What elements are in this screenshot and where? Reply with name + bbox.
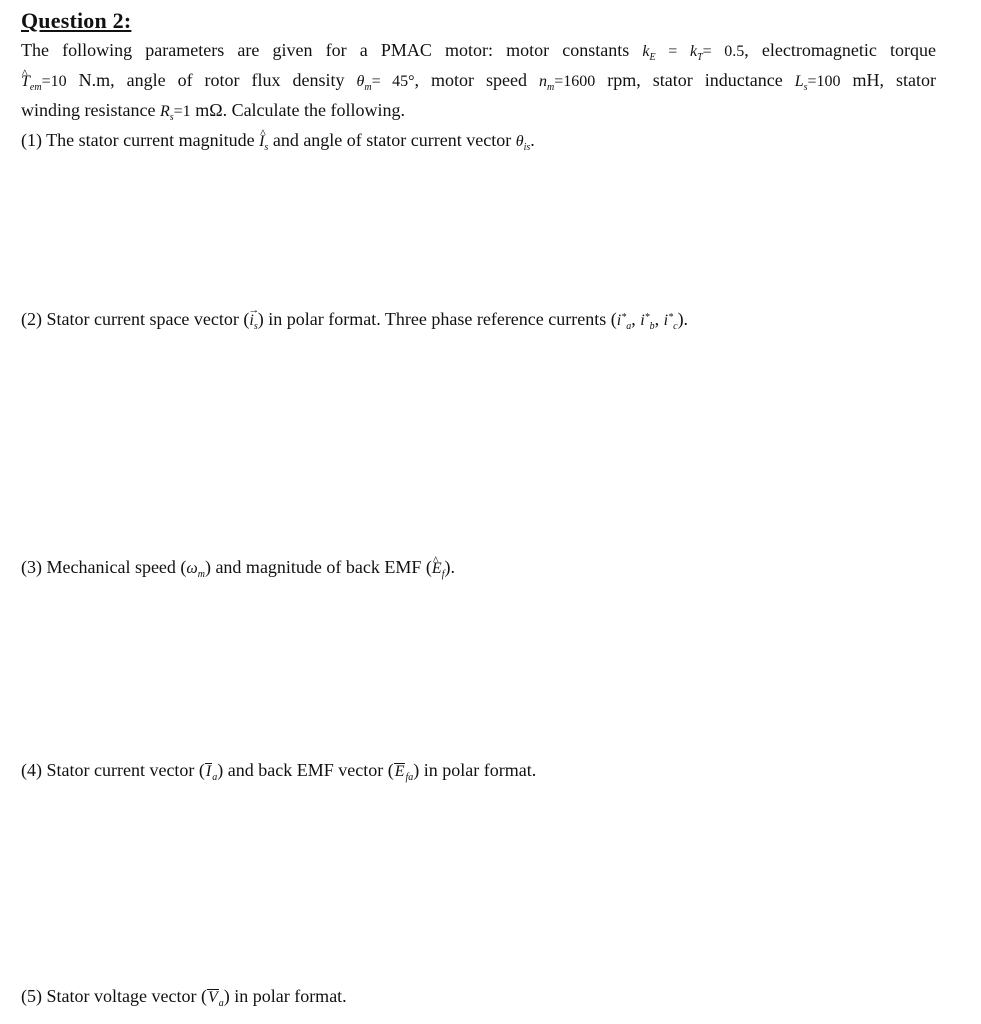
part-3 <box>21 556 455 586</box>
intro-line1-prefix: The following parameters are given for a PMAC motor: motor constants <box>21 40 643 60</box>
ia-vector-symbol: $I_a$ <box>205 763 218 783</box>
ia-ref-symbol: $i^*_a$ <box>616 312 632 332</box>
part-1 <box>21 129 535 159</box>
intro-line-1: The following parameters are given for a PMAC motor: motor constants $k_E = k_T= 0.5$, electromagnetic torque <box>21 40 936 63</box>
ic-ref-symbol: $i^*_c$ <box>663 312 678 332</box>
theta-m-symbol: $\theta_m$ <box>356 73 372 93</box>
part-1-text-b: and angle of stator current vector <box>268 130 516 150</box>
ls-unit: mH, stator <box>840 70 937 90</box>
part-1-text-a: (1) The stator current magnitude <box>21 130 260 150</box>
nm-value: =1600 <box>554 73 596 90</box>
part-5-text-b: ) in polar format. <box>223 986 347 1006</box>
part-3-text-b: ) and magnitude of back EMF ( <box>204 557 432 577</box>
nm-symbol: $n_m$ <box>539 73 555 93</box>
kt-symbol: $k_T$ <box>689 43 703 63</box>
ef-symbol: ^ $E_f$ <box>432 560 445 577</box>
part-2-text-a: (2) Stator current space vector ( <box>21 309 250 329</box>
tem-value: =10 <box>41 73 67 90</box>
ke-symbol: $k_E$ <box>642 43 656 63</box>
tem-symbol: ^ $T_{em}$ <box>21 73 42 90</box>
part-3-text-c: ). <box>444 557 455 577</box>
part-2: (2) Stator current space vector (→ $i_s$) in polar format. Three phase reference currents ($i^*_a$, $i^*_b$, $i^*_c$). <box>21 307 688 338</box>
va-vector-symbol: $V_a$ <box>207 989 224 1009</box>
rs-symbol: $R_s$ <box>159 103 174 123</box>
intro-line-3 <box>21 99 405 129</box>
theta-value: = 45° <box>371 73 415 90</box>
part-3-text-a: (3) Mechanical speed ( <box>21 557 187 577</box>
is-magnitude-symbol: ^ $I_s$ <box>259 133 268 150</box>
is-vector-symbol: → $i_s$ <box>249 312 257 329</box>
intro-line-2 <box>21 69 936 99</box>
ib-ref-symbol: $i^*_b$ <box>640 312 655 332</box>
theta-is-symbol: $\theta_{is}$ <box>515 133 531 153</box>
omega-m-symbol: $\omega_m$ <box>186 560 205 580</box>
nm-unit: rpm, stator inductance <box>595 70 795 90</box>
part-5 <box>21 985 347 1015</box>
rs-unit: mΩ. Calculate the following. <box>190 100 406 120</box>
part-2-text-b: ) in polar format. Three phase reference currents ( <box>257 309 617 329</box>
part-2-text-c: ). <box>677 309 689 329</box>
part-4-text-c: ) in polar format. <box>413 760 537 780</box>
part-5-text-a: (5) Stator voltage vector ( <box>21 986 207 1006</box>
part-1-text-c: . <box>530 130 535 150</box>
speed-text: , motor speed <box>414 70 539 90</box>
ls-symbol: $L_s$ <box>794 73 808 93</box>
efa-vector-symbol: $E_{fa}$ <box>394 763 414 783</box>
k-value: = 0.5 <box>702 43 745 60</box>
rs-value: =1 <box>173 103 191 120</box>
ls-value: =100 <box>807 73 841 90</box>
part-4-text-b: ) and back EMF vector ( <box>217 760 394 780</box>
part-4 <box>21 759 536 789</box>
part-4-text-a: (4) Stator current vector ( <box>21 760 205 780</box>
line3-prefix: winding resistance <box>21 100 160 120</box>
intro-line1-suffix: , electromagnetic torque <box>744 40 936 60</box>
tem-unit: N.m, angle of rotor flux density <box>66 70 357 90</box>
question-title: Question 2: <box>21 8 132 33</box>
